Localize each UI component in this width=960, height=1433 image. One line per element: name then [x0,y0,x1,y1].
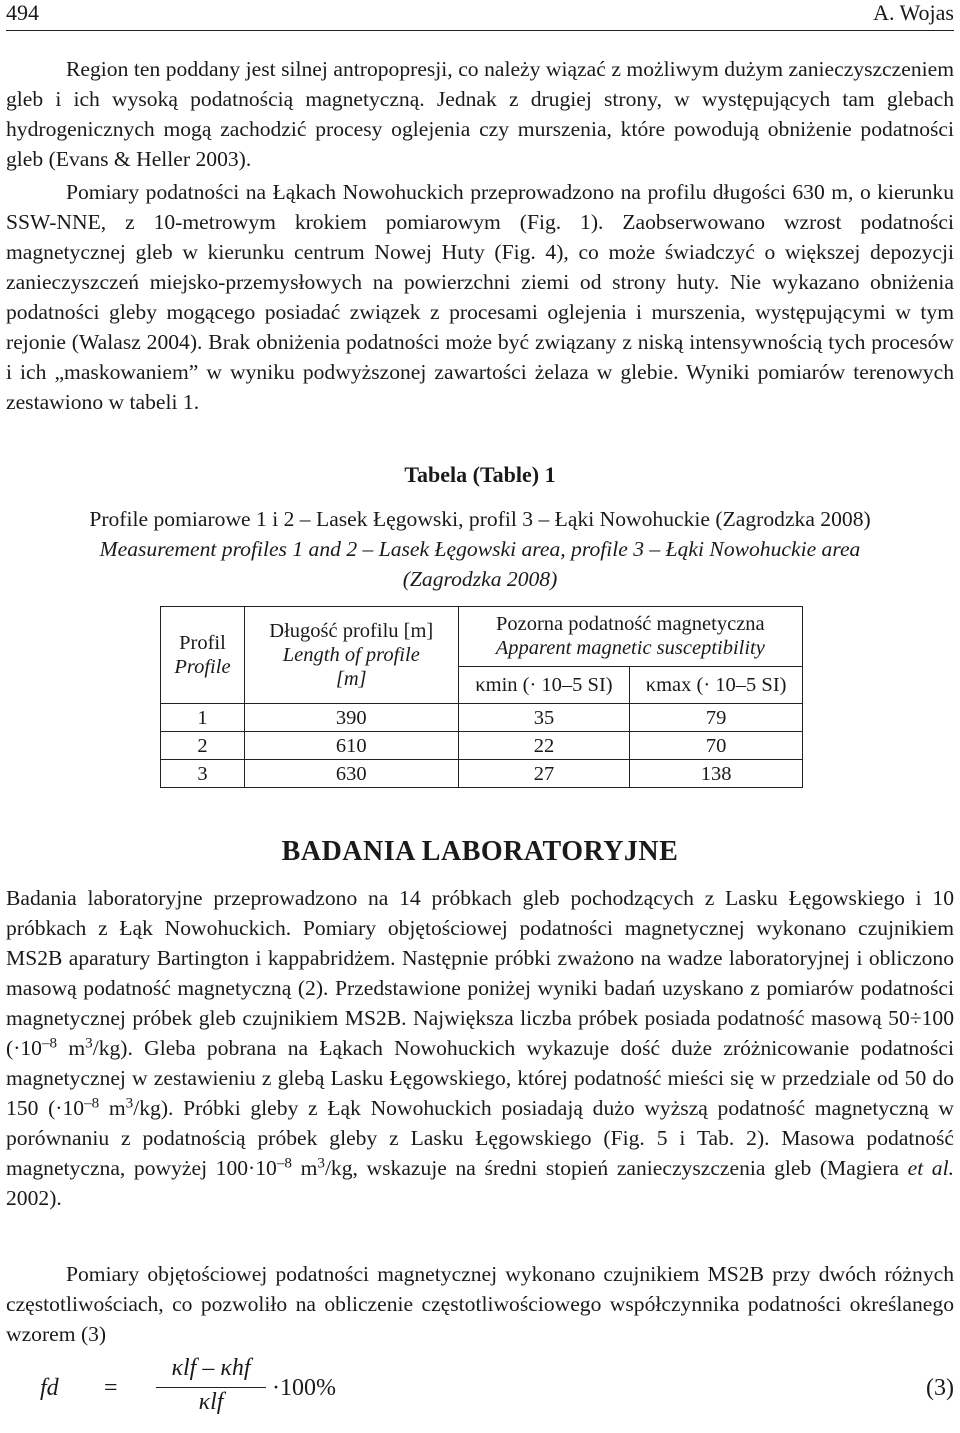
table-row [161,704,803,732]
cell-profile: 2 [161,732,245,760]
cell-length: 390 [244,704,458,732]
equation-number: (3) [926,1375,954,1401]
p3-text-7: /kg, wskazuje na średni stopień zanieczyszczenia gleb (Magiera [324,1156,908,1180]
header-profile-en: Profile [174,656,231,678]
p3-text-5: /kg). Próbki gleby z Łąk Nowohuckich posiadają dużo wyższą podatność magnetyczną w porównaniu z podatnością próbek gleby z Lasku Łęgowskiego (Fig. 5 i Tab. 2). Masowa podatność magnetyczna, powyżej 100·10 [6,1096,954,1180]
p3-exp-2: 3 [85,1035,93,1052]
table-caption-pl: Profile pomiarowe 1 i 2 – Lasek Łęgowski, profil 3 – Łąki Nowohuckie (Zagrodzka 2008) [89,507,871,531]
cell-kmax: 138 [630,760,803,788]
p3-text-1: Badania laboratoryjne przeprowadzono na 14 próbkach gleb pochodzących z Lasku Łęgowskiego i 10 próbkach z Łąk Nowohuckich. Pomiary objętościowej podatności magnetycznej wykonano czujnikiem MS2B aparatury Bartington i kappabridżem. Następnie próbki zważono na wadze laboratoryjnej i obliczono masową podatność magnetyczną (2). Przedstawione poniżej wyniki badań uzyskano z pomiarów podatności magnetycznej próbek gleb czujnikiem MS2B. Największa liczba próbek posiada podatność masową 50÷100 (·10 [6,886,954,1060]
cell-kmin: 27 [458,760,630,788]
header-kmax: κmax (· 10–5 SI) [630,666,803,703]
paragraph-4: Pomiary objętościowej podatności magnetycznej wykonano czujnikiem MS2B przy dwóch różnych częstotliwościach, co pozwoliło na obliczenie częstotliwościowego współczynnika podatności określanego wzorem (3) [6,1262,954,1346]
cell-kmin: 22 [458,732,630,760]
table-header-row [161,607,803,667]
p3-text-2: m [57,1036,86,1060]
formula-numerator: κlf – κhf [171,1355,251,1381]
paragraph-1: Region ten poddany jest silnej antropopresji, co należy wiązać z możliwym dużym zanieczyszczeniem gleb i ich wysoką podatnością magnetyczną. Jednak z drugiej strony, w występujących tam glebach hydrogenicznych mogą zachodzić procesy oglejenia czy murszenia, które powodują obniżenie podatności gleb (Evans & Heller 2003). [6,57,954,171]
table-row [161,732,803,760]
cell-kmax: 79 [630,704,803,732]
table-caption-en: Measurement profiles 1 and 2 – Lasek Łęgowski area, profile 3 – Łąki Nowohuckie area (Zagrodzka 2008) [99,537,861,591]
profiles-table [160,606,803,788]
header-length [244,607,458,704]
header-length-pl: Długość profilu [m] [269,620,434,642]
header-profile [161,607,245,704]
header-kmin: κmin (· 10–5 SI) [458,666,630,703]
p3-exp-5: –8 [276,1155,292,1172]
section-heading: BADANIA LABORATORYJNE [281,836,679,867]
p3-exp-3: –8 [84,1095,100,1112]
header-profile-pl: Profil [179,632,226,654]
header-susceptibility-pl: Pozorna podatność magnetyczna [495,613,765,636]
p3-exp-1: –8 [41,1035,58,1052]
cell-profile: 1 [161,704,245,732]
paragraph-3 [6,883,954,1213]
cell-kmin: 35 [458,704,630,732]
cell-length: 610 [244,732,458,760]
table-label: Tabela (Table) 1 [404,462,556,487]
p3-italic: et al. [907,1156,954,1180]
p3-exp-4: 3 [125,1095,134,1112]
header-length-en: Length of profile [m] [282,644,420,690]
formula-3 [40,1355,954,1430]
formula-multiplier: ·100% [272,1375,336,1401]
p3-text-4: m [99,1096,126,1120]
running-author: A. Wojas [873,0,954,25]
formula-lhs: fd [40,1375,59,1401]
header-susceptibility-en: Apparent magnetic susceptibility [495,637,765,660]
p3-exp-6: 3 [317,1155,325,1172]
formula-denominator: κlf [198,1389,224,1415]
table-row [161,760,803,788]
cell-profile: 3 [161,760,245,788]
p3-text-3: /kg). Gleba pobrana na Łąkach Nowohuckich wykazuje dość duże zróżnicowanie podatności magnetycznej w zestawieniu z glebą Lasku Łęgowskiego, której podatność mieści się w przedziale od 50 do 150 (·10 [6,1036,954,1120]
p3-text-6: m [291,1156,318,1180]
running-header [6,0,954,31]
cell-length: 630 [244,760,458,788]
cell-kmax: 70 [630,732,803,760]
fraction-bar [156,1387,266,1388]
page-number: 494 [6,0,39,25]
formula-equals: = [104,1375,118,1401]
paragraph-2: Pomiary podatności na Łąkach Nowohuckich przeprowadzono na profilu długości 630 m, o kierunku SSW-NNE, z 10-metrowym krokiem pomiarowym (Fig. 1). Zaobserwowano wzrost podatności magnetycznej gleb w kierunku centrum Nowej Huty (Fig. 4), co może świadczyć o większej depozycji zanieczyszczeń miejsko-przemysłowych na powierzchni ziemi od strony huty. Nie wykazano obniżenia podatności gleby mogącego posiadać związek z procesami oglejenia i murszenia, występującymi w tym rejonie (Walasz 2004). Brak obniżenia podatności może być związany z niską intensywnością tych procesów i ich „maskowaniem” w wyniku podwyższonej zawartości żelaza w glebie. Wyniki pomiarów terenowych zestawiono w tabeli 1. [6,180,954,414]
header-susceptibility [458,607,802,667]
p3-text-8: 2002). [6,1186,62,1210]
